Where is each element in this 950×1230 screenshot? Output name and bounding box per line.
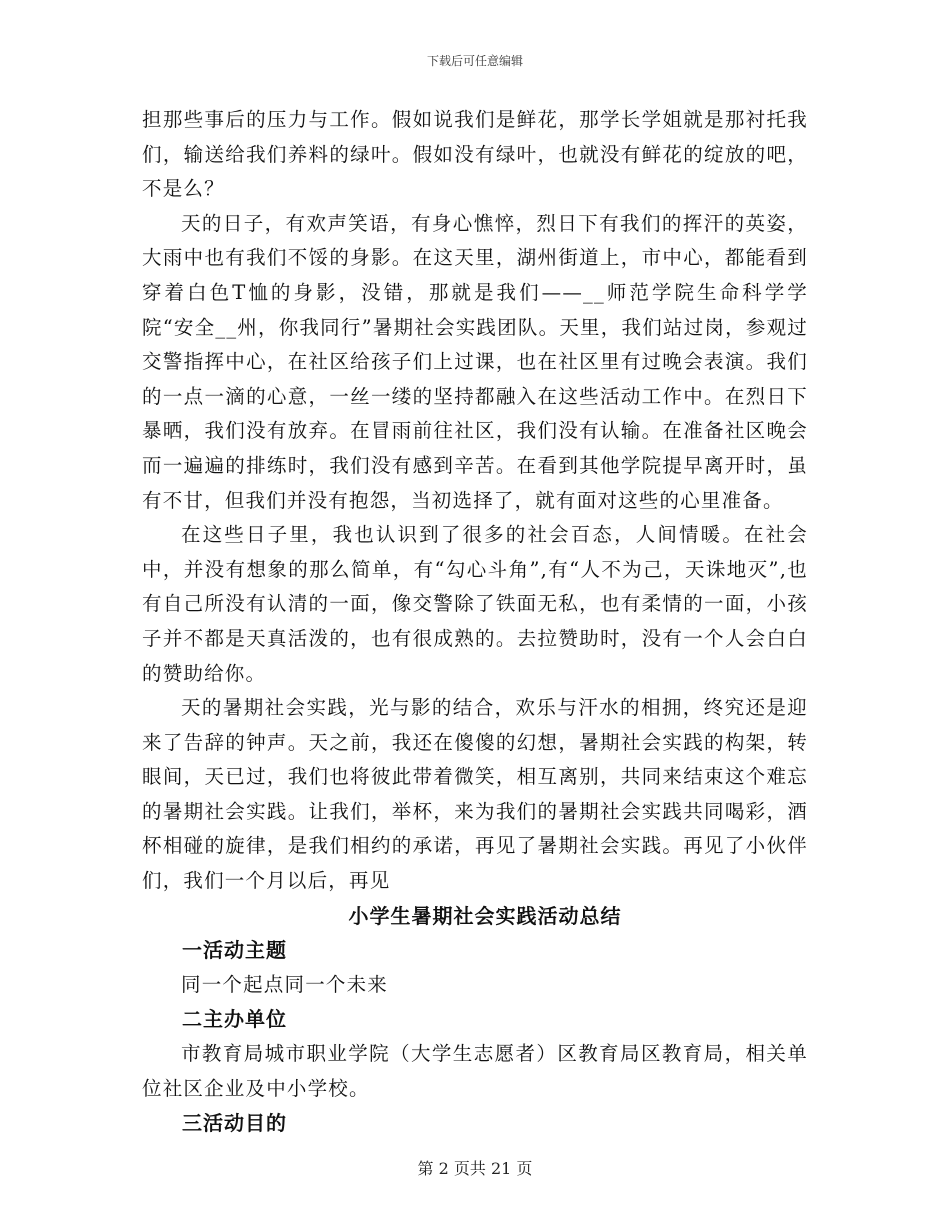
paragraph-3: 在这些日子里，我也认识到了很多的社会百态，人间情暖。在社会中，并没有想象的那么简单，有“勾心斗角”,有“人不为己，天诛地灭”,也有自己所没有认清的一面，像交警除了铁面无私，也有柔情的一面，小孩子并不都是天真活泼的，也有很成熟的。去拉赞助时，没有一个人会白白的赞助给你。 [142, 523, 808, 685]
paragraph-4: 天的暑期社会实践，光与影的结合，欢乐与汗水的相拥，终究还是迎来了告辞的钟声。天之前，我还在傻傻的幻想，暑期社会实践的构架，转眼间，天已过，我们也将彼此带着微笑，相互离别，共同来结束这个难忘的暑期社会实践。让我们，举杯，来为我们的暑期社会实践共同喝彩，酒杯相碰的旋律，是我们相约的承诺，再见了暑期社会实践。再见了小伙伴们，我们一个月以后，再见 [142, 696, 808, 893]
paragraph-2: 天的日子，有欢声笑语，有身心憔悴，烈日下有我们的挥汗的英姿，大雨中也有我们不馁的身影。在这天里，湖州街道上，市中心，都能看到穿着白色T恤的身影，没错，那就是我们——__师范学院生命科学学院“安全__州，你我同行”暑期社会实践团队。天里，我们站过岗，参观过交警指挥中心，在社区给孩子们上过课，也在社区里有过晚会表演。我们的一点一滴的心意，一丝一缕的坚持都融入在这些活动工作中。在烈日下暴晒，我们没有放弃。在冒雨前往社区，我们没有认输。在准备社区晚会而一遍遍的排练时，我们没有感到辛苦。在看到其他学院提早离开时，虽有不甘，但我们并没有抱怨，当初选择了，就有面对这些的心里准备。 [142, 211, 808, 512]
document-body [142, 103, 808, 1141]
heading-activity-theme: 一活动主题 [182, 938, 287, 963]
section-title: 小学生暑期社会实践活动总结 [348, 903, 622, 928]
paragraph-theme: 同一个起点同一个未来 [181, 972, 389, 996]
heading-organizer: 二主办单位 [182, 1007, 287, 1032]
paragraph-organizer: 市教育局城市职业学院（大学生志愿者）区教育局区教育局，相关单位社区企业及中小学校。 [142, 1042, 808, 1100]
page-footer: 第 2 页共 21 页 [417, 1159, 533, 1178]
paragraph-1: 担那些事后的压力与工作。假如说我们是鲜花，那学长学姐就是那衬托我们，输送给我们养料的绿叶。假如没有绿叶，也就没有鲜花的绽放的吧，不是么？ [142, 108, 808, 201]
page-header: 下载后可任意编辑 [426, 54, 523, 68]
heading-purpose: 三活动目的 [182, 1111, 287, 1136]
